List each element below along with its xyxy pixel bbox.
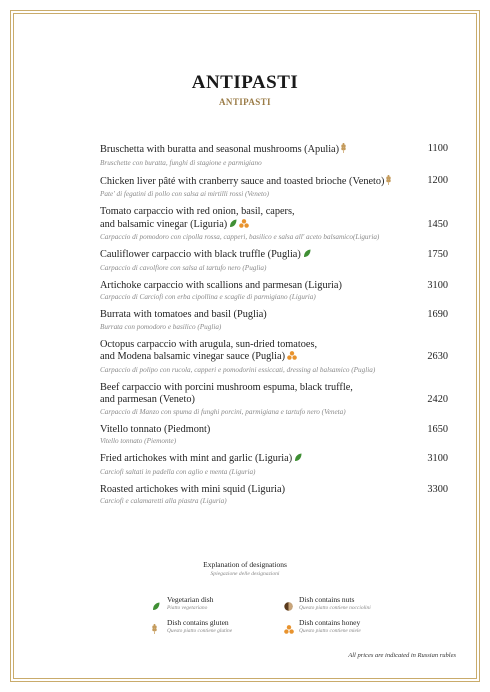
dish-name — [100, 249, 448, 263]
dish-name — [100, 424, 448, 437]
dish-price: 1650 — [427, 423, 448, 435]
menu-item — [100, 175, 448, 200]
legend-title: Explanation of designations — [203, 560, 287, 569]
menu-item — [100, 249, 448, 273]
dish-name-line — [100, 249, 396, 263]
legend-sublabel: Questo piatto contiene glutine — [167, 628, 233, 634]
dish-name-line — [100, 453, 396, 467]
menu-item — [100, 143, 448, 168]
dish-name-line — [100, 424, 396, 437]
menu-item — [100, 309, 448, 332]
dish-name-text: Tomato carpaccio with red onion, basil, capers, — [100, 206, 295, 217]
menu-item — [100, 424, 448, 447]
price-note: All prices are indicated in Russian rubles — [348, 652, 456, 659]
dish-name-text: Octopus carpaccio with arugula, sun-dried tomatoes, — [100, 338, 318, 350]
dish-name — [100, 484, 448, 497]
leaf-icon — [294, 453, 302, 467]
dish-italian-name: Carciofi saltati in padella con aglio e menta (Liguria) — [100, 467, 256, 476]
dish-name-line — [100, 175, 396, 190]
menu-list — [100, 143, 448, 513]
dish-price: 1690 — [427, 309, 448, 320]
leaf-icon — [152, 596, 160, 615]
dish-price: 1750 — [427, 249, 448, 260]
legend-label: Dish contains honey — [299, 618, 361, 627]
menu-item — [100, 484, 448, 507]
dish-name-text: Bruschetta with buratta and seasonal mushrooms (Apulia) — [100, 144, 340, 155]
dish-name-text: and balsamic vinegar (Liguria) — [100, 218, 228, 230]
dish-price: 3300 — [427, 483, 448, 495]
dish-italian-name: Vitello tonnato (Piemonte) — [100, 437, 177, 445]
dish-name-line — [100, 309, 396, 322]
page-subtitle: ANTIPASTI — [219, 97, 271, 107]
dish-name-text: Fried artichokes with mint and garlic (Liguria) — [100, 453, 293, 464]
legend-subtitle: Spiegazione delle designazioni — [210, 571, 280, 577]
dish-italian-name: Carpaccio di polipo con rucola, capperi e pomodorini essiccati, dressing al balsamico (Puglia) — [100, 365, 376, 374]
dish-name — [100, 339, 448, 365]
dish-name-text: and Modena balsamic vinegar sauce (Puglia) — [100, 351, 285, 362]
dish-italian-name: Bruschette con buratta, funghi di stagione e parmigiano — [100, 158, 262, 167]
dish-price: 3100 — [427, 279, 448, 291]
leaf-icon — [303, 249, 311, 263]
page-title: ANTIPASTI — [191, 72, 299, 93]
dish-italian-name: Burrata con pomodoro e basilico (Puglia) — [100, 322, 222, 331]
dish-price: 3100 — [427, 453, 448, 464]
menu-item — [100, 280, 448, 303]
honey-icon — [287, 351, 297, 365]
dish-name — [100, 143, 448, 158]
dish-name-line — [100, 351, 396, 365]
dish-italian-name: Pate' di fegatini di pollo con salsa ai mirtilli rossi (Veneto) — [100, 190, 269, 198]
dish-name-text: Artichoke carpaccio with scallions and parmesan (Liguria) — [100, 279, 342, 291]
dish-name — [100, 453, 448, 467]
legend-label: Dish contains nuts — [299, 595, 355, 604]
dish-name — [100, 280, 448, 293]
dish-name — [100, 206, 448, 232]
dish-name-text: Chicken liver pâté with cranberry sauce and toasted brioche (Veneto) — [100, 175, 385, 187]
gluten-icon — [152, 619, 157, 638]
dish-name-text: Burrata with tomatoes and basil (Puglia) — [100, 309, 267, 320]
dish-name-line — [100, 143, 396, 158]
dish-name — [100, 382, 448, 407]
dish-name-line — [100, 382, 396, 395]
dish-price: 2420 — [427, 394, 448, 405]
dish-italian-name: Carpaccio di Manzo con spuma di funghi porcini, parmigiana e tartufo nero (Veneta) — [100, 407, 346, 416]
dish-name-line — [100, 484, 396, 497]
dish-name-line — [100, 339, 396, 352]
dish-price: 1200 — [427, 174, 448, 186]
legend-sublabel: Piatto vegetariano — [167, 605, 208, 611]
dish-italian-name: Carpaccio di cavolfiore con salsa al tartufo nero (Puglia) — [100, 263, 267, 272]
legend-sublabel: Questo piatto contiene miele — [299, 628, 361, 634]
legend-label: Dish contains gluten — [167, 618, 229, 627]
dish-name-line — [100, 219, 396, 233]
dish-price: 2630 — [427, 351, 448, 362]
gluten-icon — [386, 175, 391, 190]
menu-item — [100, 453, 448, 477]
legend-sublabel: Questo piatto contiene nocciolini — [299, 605, 371, 611]
menu-item — [100, 206, 448, 242]
honey-icon — [284, 619, 294, 638]
dish-name-text: Cauliflower carpaccio with black truffle (Puglia) — [100, 249, 301, 260]
dish-name-text: Roasted artichokes with mini squid (Liguria) — [100, 483, 286, 495]
gluten-icon — [341, 143, 346, 158]
honey-icon — [239, 219, 249, 233]
dish-price: 1100 — [427, 143, 448, 154]
dish-name-text: Vitello tonnato (Piedmont) — [100, 423, 211, 435]
menu-item — [100, 339, 448, 375]
nut-icon — [284, 596, 293, 615]
dish-italian-name: Carpaccio di Carciofi con erba cipollina e scaglie di parmigiano (Liguria) — [100, 293, 316, 301]
dish-name-line — [100, 280, 396, 293]
legend-label: Vegetarian dish — [167, 595, 214, 604]
dish-italian-name: Carpaccio di pomodoro con cipolla rossa, capperi, basilico e salsa all' aceto balsamico(Liguria) — [100, 233, 380, 241]
dish-name-line — [100, 394, 396, 407]
dish-name-text: and parmesan (Veneto) — [100, 394, 195, 405]
dish-name — [100, 175, 448, 190]
dish-price: 1450 — [427, 218, 448, 230]
dish-name-line — [100, 206, 396, 219]
dish-italian-name: Carciofi e calamaretti alla piastra (Liguria) — [100, 497, 227, 505]
leaf-icon — [229, 219, 237, 233]
dish-name — [100, 309, 448, 322]
menu-item — [100, 382, 448, 417]
dish-name-text: Beef carpaccio with porcini mushroom espuma, black truffle, — [100, 381, 353, 393]
